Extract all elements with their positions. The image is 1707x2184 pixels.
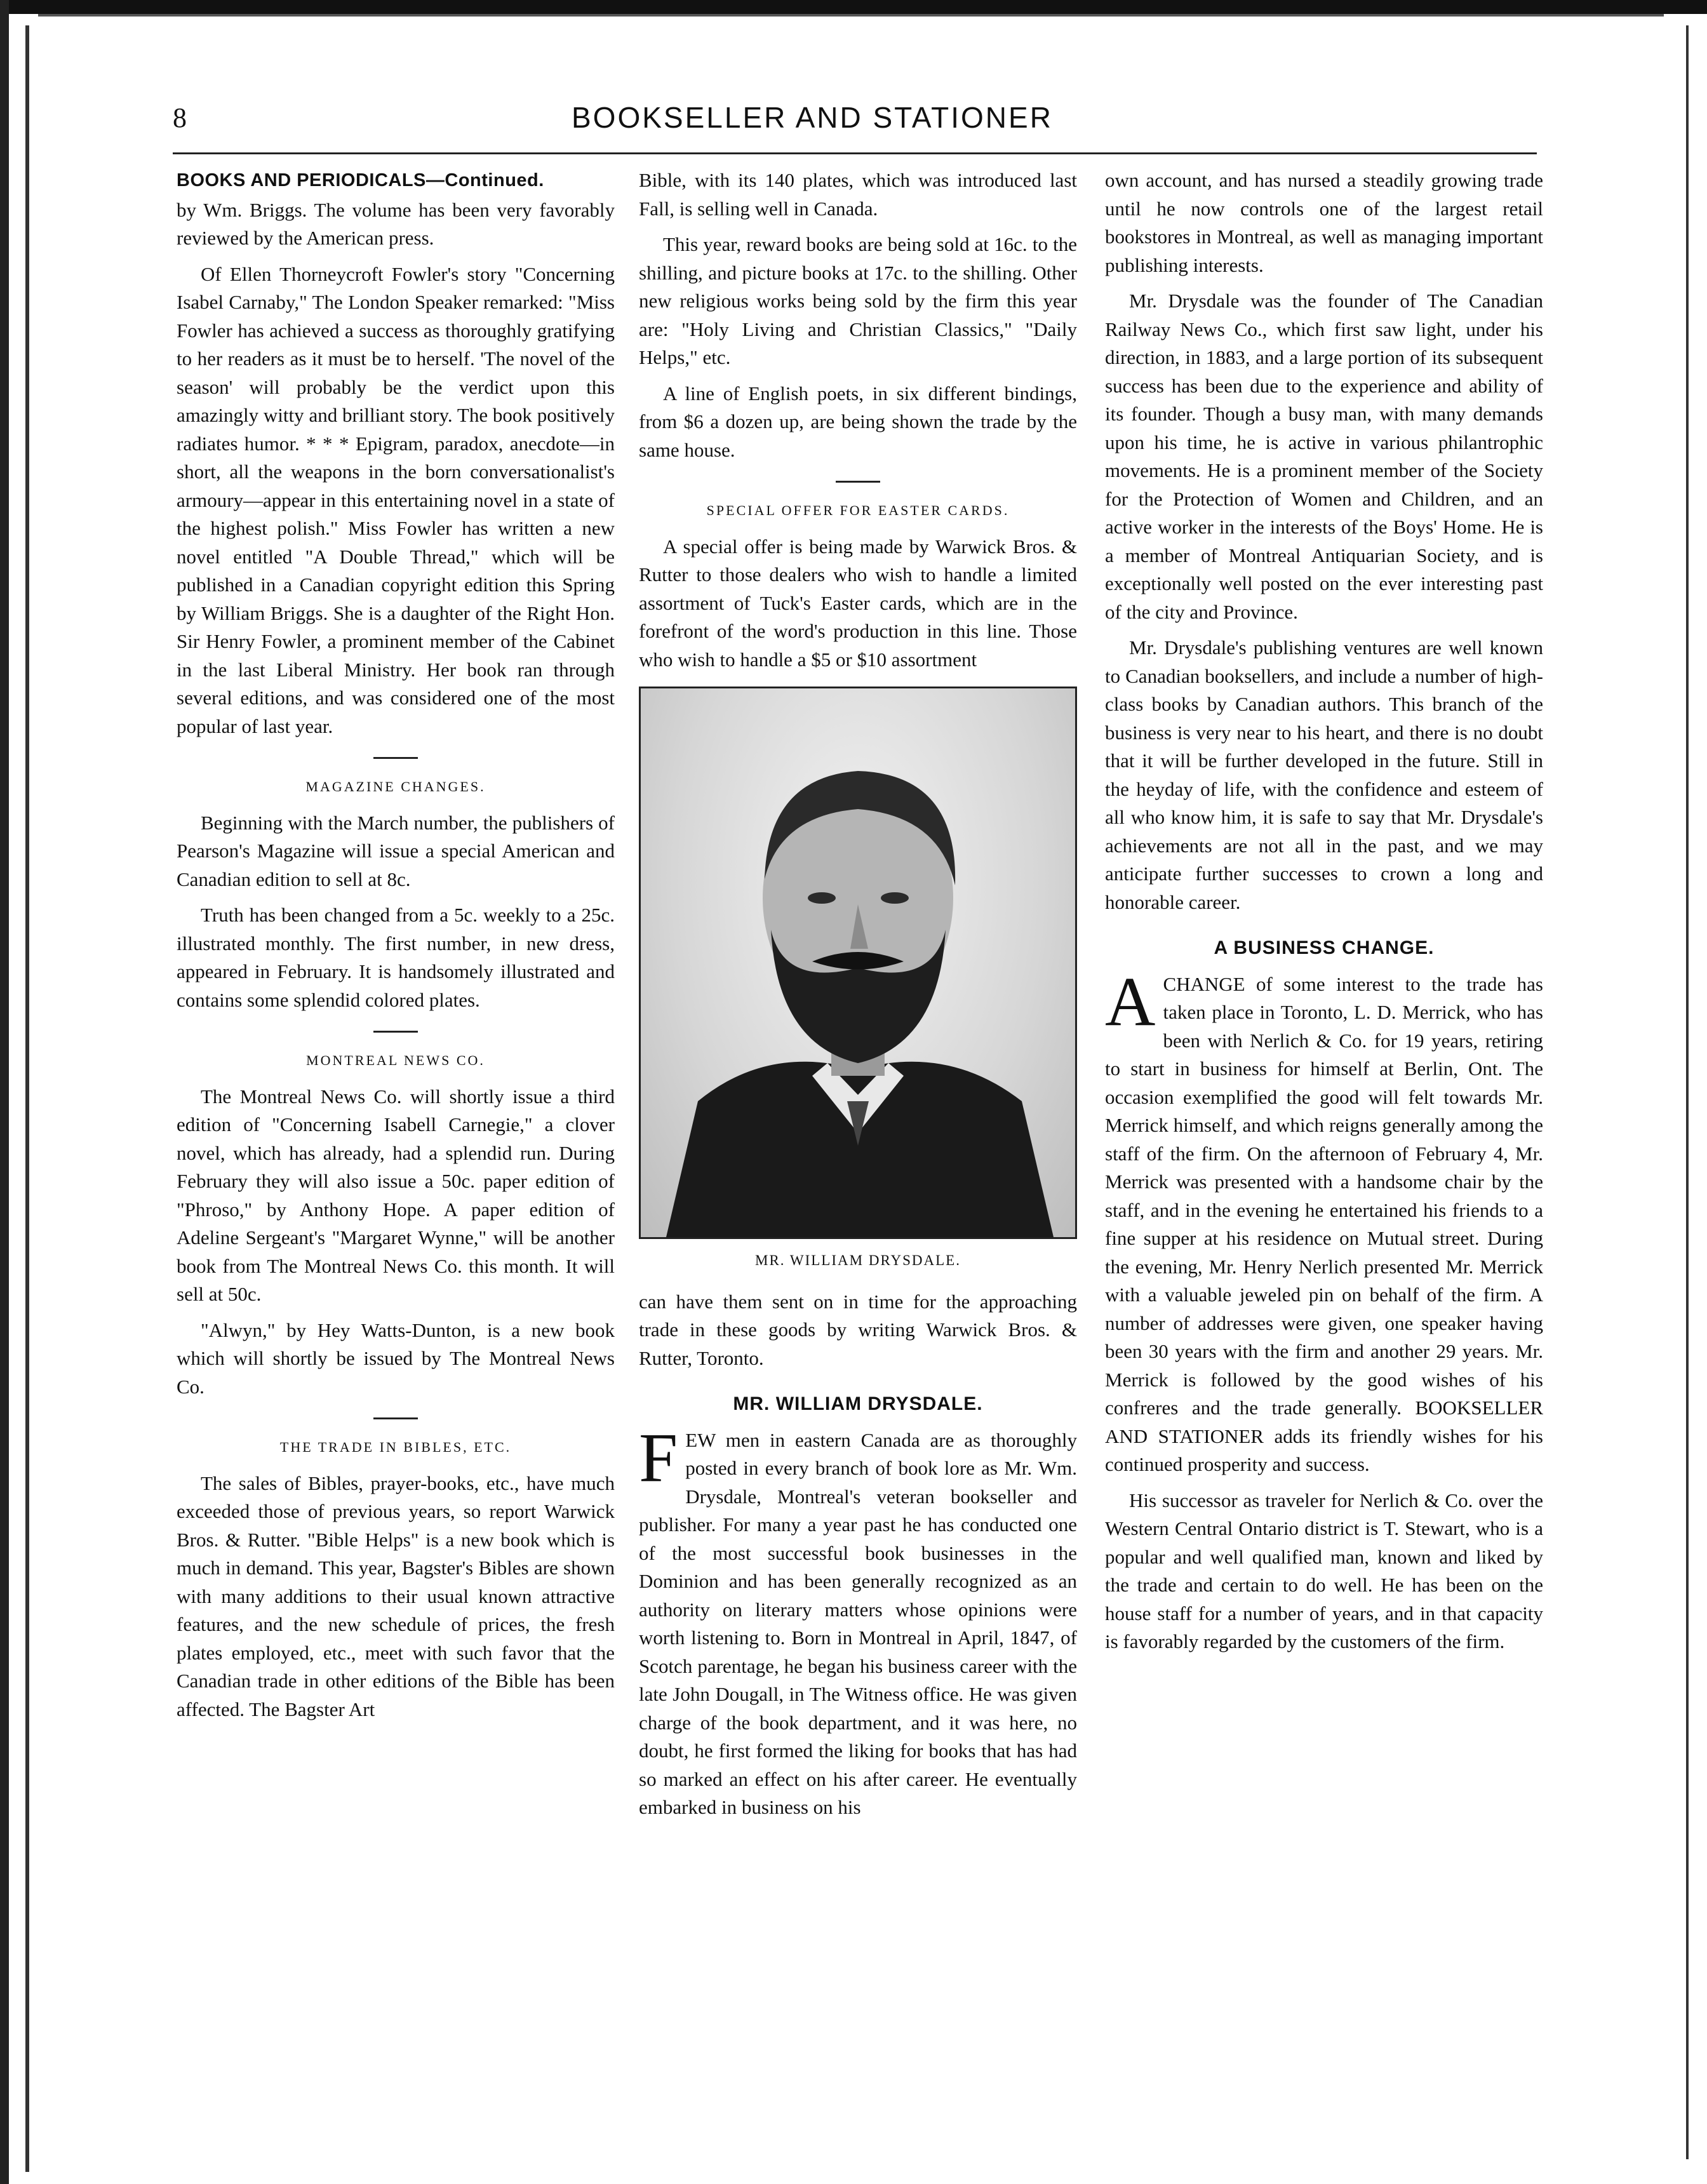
section-divider <box>373 1031 418 1033</box>
column-2 <box>639 166 1077 1830</box>
paragraph: "Alwyn," by Hey Watts-Dunton, is a new book which will shortly be issued by The Montreal News Co. <box>177 1318 615 1398</box>
photo-caption: MR. WILLIAM DRYSDALE. <box>755 1252 961 1268</box>
paragraph: own account, and has nursed a steadily growing trade until he now controls one of the largest retail bookstores in Montreal, as well as managing important publishing interests. <box>1105 169 1543 276</box>
column-1 <box>177 166 615 1731</box>
section-heading-easter-cards: SPECIAL OFFER FOR EASTER CARDS. <box>706 502 1010 518</box>
portrait-photo <box>639 687 1077 1239</box>
continued-heading: BOOKS AND PERIODICALS—Continued. <box>177 170 544 191</box>
scan-right-rule <box>1686 25 1689 2159</box>
paragraph: A line of English poets, in six different bindings, from $6 a dozen up, are being shown the trade by the same house. <box>639 382 1077 461</box>
section-divider <box>373 1417 418 1419</box>
scan-top-border <box>0 0 1707 14</box>
paragraph-with-dropcap <box>639 1418 1077 1822</box>
drop-cap: F <box>639 1418 678 1496</box>
column-3 <box>1105 166 1543 1664</box>
paragraph: Mr. Drysdale was the founder of The Canadian Railway News Co., which first saw light, under his direction, in 1883, and a large portion of its subsequent success has been due to the experience and ability of its founder. Though a busy man, with many demands upon his time, he is active in various philantrophic movements. He is a prominent member of the Society for the Protection of Women and Children, and an active worker in the interests of the Boys' Home. He is a member of Montreal Antiquarian Society, and is exceptionally well posted on the ever interesting past of the city and Province. <box>1105 290 1543 623</box>
section-heading-montreal-news: MONTREAL NEWS CO. <box>306 1052 485 1068</box>
header-rule <box>173 152 1537 154</box>
scan-left-rule <box>25 25 29 2172</box>
portrait-illustration <box>641 688 1075 1237</box>
section-heading-business-change: A BUSINESS CHANGE. <box>1214 937 1435 958</box>
page-number: 8 <box>173 102 187 133</box>
paragraph: Truth has been changed from a 5c. weekly to a 25c. illustrated monthly. The first number, in new dress, appeared in February. It is handsomely illustrated and contains some splendid colored plates. <box>177 904 615 1011</box>
paragraph: can have them sent on in time for the approaching trade in these goods by writing Warwick Bros. & Rutter, Toronto. <box>639 1290 1077 1369</box>
section-heading-drysdale: MR. WILLIAM DRYSDALE. <box>733 1393 983 1414</box>
paragraph: A special offer is being made by Warwick Bros. & Rutter to those dealers who wish to handle a limited assortment of Tuck's Easter cards, which are in the forefront of the word's production in this line. Those who wish to handle a $5 or $10 assortment <box>639 535 1077 671</box>
scan-top-border-line <box>38 14 1664 17</box>
paragraph: The Montreal News Co. will shortly issue a third edition of "Concerning Isabell Carnegie," a clover novel, which has already, had a splendid run. During February they will also issue a 50c. paper edition of "Phroso," by Anthony Hope. A paper edition of Adeline Sergeant's "Margaret Wynne," will be another book from The Montreal News Co. this month. It will sell at 50c. <box>177 1085 615 1305</box>
paragraph-text: EW men in eastern Canada are as thoroughly posted in every branch of book lore as Mr. Wm. Drysdale, Montreal's veteran bookseller and publisher. For many a year past he has conducted one of the most successful book businesses in the Dominion and has been generally recognized as an authority on literary matters whose opinions were worth listening to. Born in Montreal in April, 1847, of Scotch parentage, he began his business career with the late John Dougall, in The Witness office. He was given charge of the book department, and it was here, no doubt, he first formed the liking for books that has had so marked an effect on his after career. He eventually embarked in business on his <box>639 1428 1077 1818</box>
scan-left-edge <box>0 0 9 2184</box>
section-heading-trade-in-bibles: THE TRADE IN BIBLES, ETC. <box>279 1439 512 1455</box>
paragraph: The sales of Bibles, prayer-books, etc., have much exceeded those of previous years, so report Warwick Bros. & Rutter. "Bible Helps" is a new book which is much in demand. This year, Bagster's Bibles are shown with many additions to their usual known attractive features, and the new schedule of prices, the fresh plates employed, etc., meet with such favor that the Canadian trade in other editions of the Bible has been affected. The Bagster Art <box>177 1471 615 1720</box>
section-divider <box>836 481 880 483</box>
paragraph: His successor as traveler for Nerlich & Co. over the Western Central Ontario district is T. Stewart, who is a popular and well qualified man, known and liked by the trade and certain to do well. He has been on the house staff for a number of years, and in that capacity is favorably regarded by the customers of the firm. <box>1105 1489 1543 1652</box>
paragraph: Mr. Drysdale's publishing ventures are well known to Canadian booksellers, and include a number of high-class books by Canadian authors. This branch of the business is very near to his heart, and there is no doubt that it will be further developed in the future. Still in the heyday of life, with the confidence and esteem of all who know him, it is safe to say that Mr. Drysdale's achievements are not all in the past, and we may anticipate further successes to crown a long and honorable career. <box>1105 636 1543 913</box>
paragraph: Beginning with the March number, the publishers of Pearson's Magazine will issue a special American and Canadian edition to sell at 8c. <box>177 811 615 890</box>
drop-cap: A <box>1105 962 1156 1040</box>
paragraph: Bible, with its 140 plates, which was introduced last Fall, is selling well in Canada. <box>639 169 1077 220</box>
running-header-title: BOOKSELLER AND STATIONER <box>572 101 1053 134</box>
paragraph: by Wm. Briggs. The volume has been very favorably reviewed by the American press. <box>177 198 615 249</box>
paragraph: Of Ellen Thorneycroft Fowler's story "Concerning Isabel Carnaby," The London Speaker remarked: "Miss Fowler has achieved a success as thoroughly gratifying to her readers as it must be to herself. 'The novel of the season' will probably be the verdict upon this amazingly witty and brilliant story. The book positively radiates humor. * * * Epigram, paradox, anecdote—in short, all the weapons in the born conversationalist's armoury—appear in this entertaining novel in a state of the highest polish." Miss Fowler has written a new novel entitled "A Double Thread," which will be published in a Canadian copyright edition this Spring by William Briggs. She is a daughter of the Right Hon. Sir Henry Fowler, a prominent member of the Cabinet in the last Liberal Ministry. Her book ran through several editions, and was considered one of the most popular of last year. <box>177 262 615 737</box>
section-heading-magazine-changes: MAGAZINE CHANGES. <box>305 779 486 794</box>
section-divider <box>373 757 418 759</box>
paragraph: This year, reward books are being sold at 16c. to the shilling, and picture books at 17c. to the shilling. Other new religious works being sold by the firm this year are: "Holy Living and Christian Classics," "Daily Helps," etc. <box>639 233 1077 368</box>
paragraph-with-dropcap <box>1105 962 1543 1479</box>
paragraph-text: CHANGE of some interest to the trade has taken place in Toronto, L. D. Merrick, who has been with Nerlich & Co. for 19 years, retiring to start in business for himself at Berlin, Ont. The occasion exemplified the good will felt towards Mr. Merrick himself, and which reigns generally among the staff of the firm. On the afternoon of February 4, Mr. Merrick was presented with a handsome chair by the staff, and in the evening he entertained his friends to a fine supper at his residence on Mutual street. During the evening, Mr. Henry Nerlich presented Mr. Merrick with a valuable jeweled pin on behalf of the firm. A number of addresses were given, one speaker having been 30 years with the firm and another 29 years. Mr. Merrick is followed by the good wishes of his confreres and the trade generally. BOOKSELLER AND STATIONER adds its friendly wishes for his continued prosperity and success. <box>1105 972 1543 1475</box>
